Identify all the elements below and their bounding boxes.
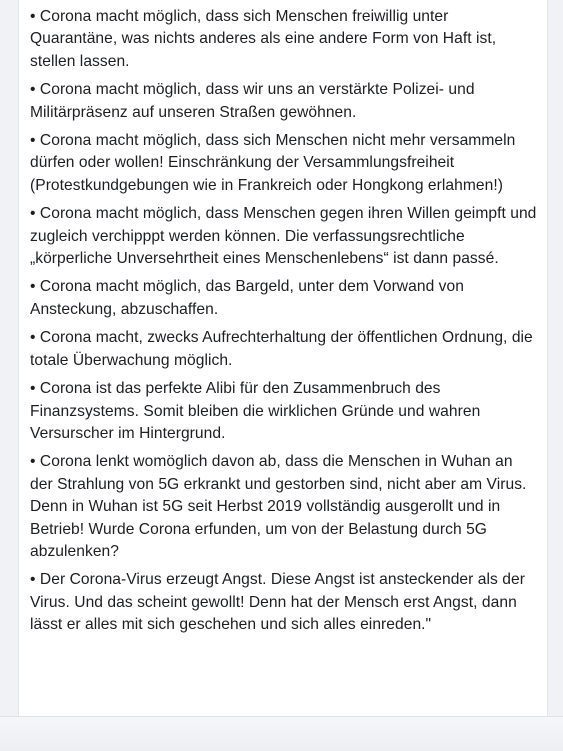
bullet-icon: • (30, 329, 36, 347)
post-paragraph-text: Corona macht möglich, dass sich Menschen freiwillig unter Quarantäne, was nichts anderes als eine andere Form von Haft ist, stellen lassen. (30, 8, 497, 70)
bullet-icon: • (30, 380, 36, 398)
post-paragraph-7 (30, 378, 539, 445)
footer-bar (0, 716, 563, 751)
post-paragraph-6 (30, 327, 539, 372)
bullet-icon: • (30, 81, 36, 99)
post-paragraph-text: Corona lenkt womöglich davon ab, dass die Menschen in Wuhan an der Strahlung von 5G erkrankt und gestorben sind, nicht aber am Virus. Denn in Wuhan ist 5G seit Herbst 2019 vollständig ausgerollt und in Betrieb! Wurde Corona erfunden, um von der Belastung durch 5G abzulenken? (30, 453, 527, 560)
post-paragraph-3 (30, 130, 539, 197)
post-card (18, 0, 548, 716)
bullet-icon: • (30, 453, 36, 471)
post-body (30, 6, 539, 637)
post-paragraph-text: Corona macht möglich, das Bargeld, unter dem Vorwand von Ansteckung, abzuschaffen. (30, 278, 464, 318)
post-paragraph-text: Corona macht möglich, dass wir uns an verstärkte Polizei- und Militärpräsenz auf unseren Straßen gewöhnen. (30, 81, 475, 121)
post-paragraph-4 (30, 203, 539, 270)
post-paragraph-text: Corona macht möglich, dass Menschen gegen ihren Willen geimpft und zugleich verchipppt werden können. Die verfassungsrechtliche „körperliche Unversehrtheit eines Menschenlebens“ ist dann passé. (30, 205, 537, 268)
post-paragraph-8 (30, 451, 539, 563)
bullet-icon: • (30, 8, 36, 25)
post-paragraph-5 (30, 276, 539, 321)
bullet-icon: • (30, 278, 36, 296)
bullet-icon: • (30, 205, 36, 223)
post-paragraph-9 (30, 569, 539, 636)
post-paragraph-text: Corona macht möglich, dass sich Menschen nicht mehr versammeln dürfen oder wollen! Einschränkung der Versammlungsfreiheit (Protestkundgebungen wie in Frankreich oder Hongkong erlahmen!) (30, 132, 516, 194)
bullet-icon: • (30, 132, 36, 150)
post-paragraph-text: Corona macht, zwecks Aufrechterhaltung der öffentlichen Ordnung, die totale Überwachung möglich. (30, 329, 533, 369)
post-paragraph-text: Der Corona-Virus erzeugt Angst. Diese Angst ist ansteckender als der Virus. Und das scheint gewollt! Denn hat der Mensch erst Angst, dann lässt er alles mit sich geschehen und sich alles einreden." (30, 571, 525, 634)
post-paragraph-text: Corona ist das perfekte Alibi für den Zusammenbruch des Finanzsystems. Somit bleiben die wirklichen Gründe und wahren Versurscher im Hintergrund. (30, 380, 481, 442)
post-paragraph-1 (30, 6, 539, 73)
bullet-icon: • (30, 571, 36, 589)
post-paragraph-2 (30, 79, 539, 124)
